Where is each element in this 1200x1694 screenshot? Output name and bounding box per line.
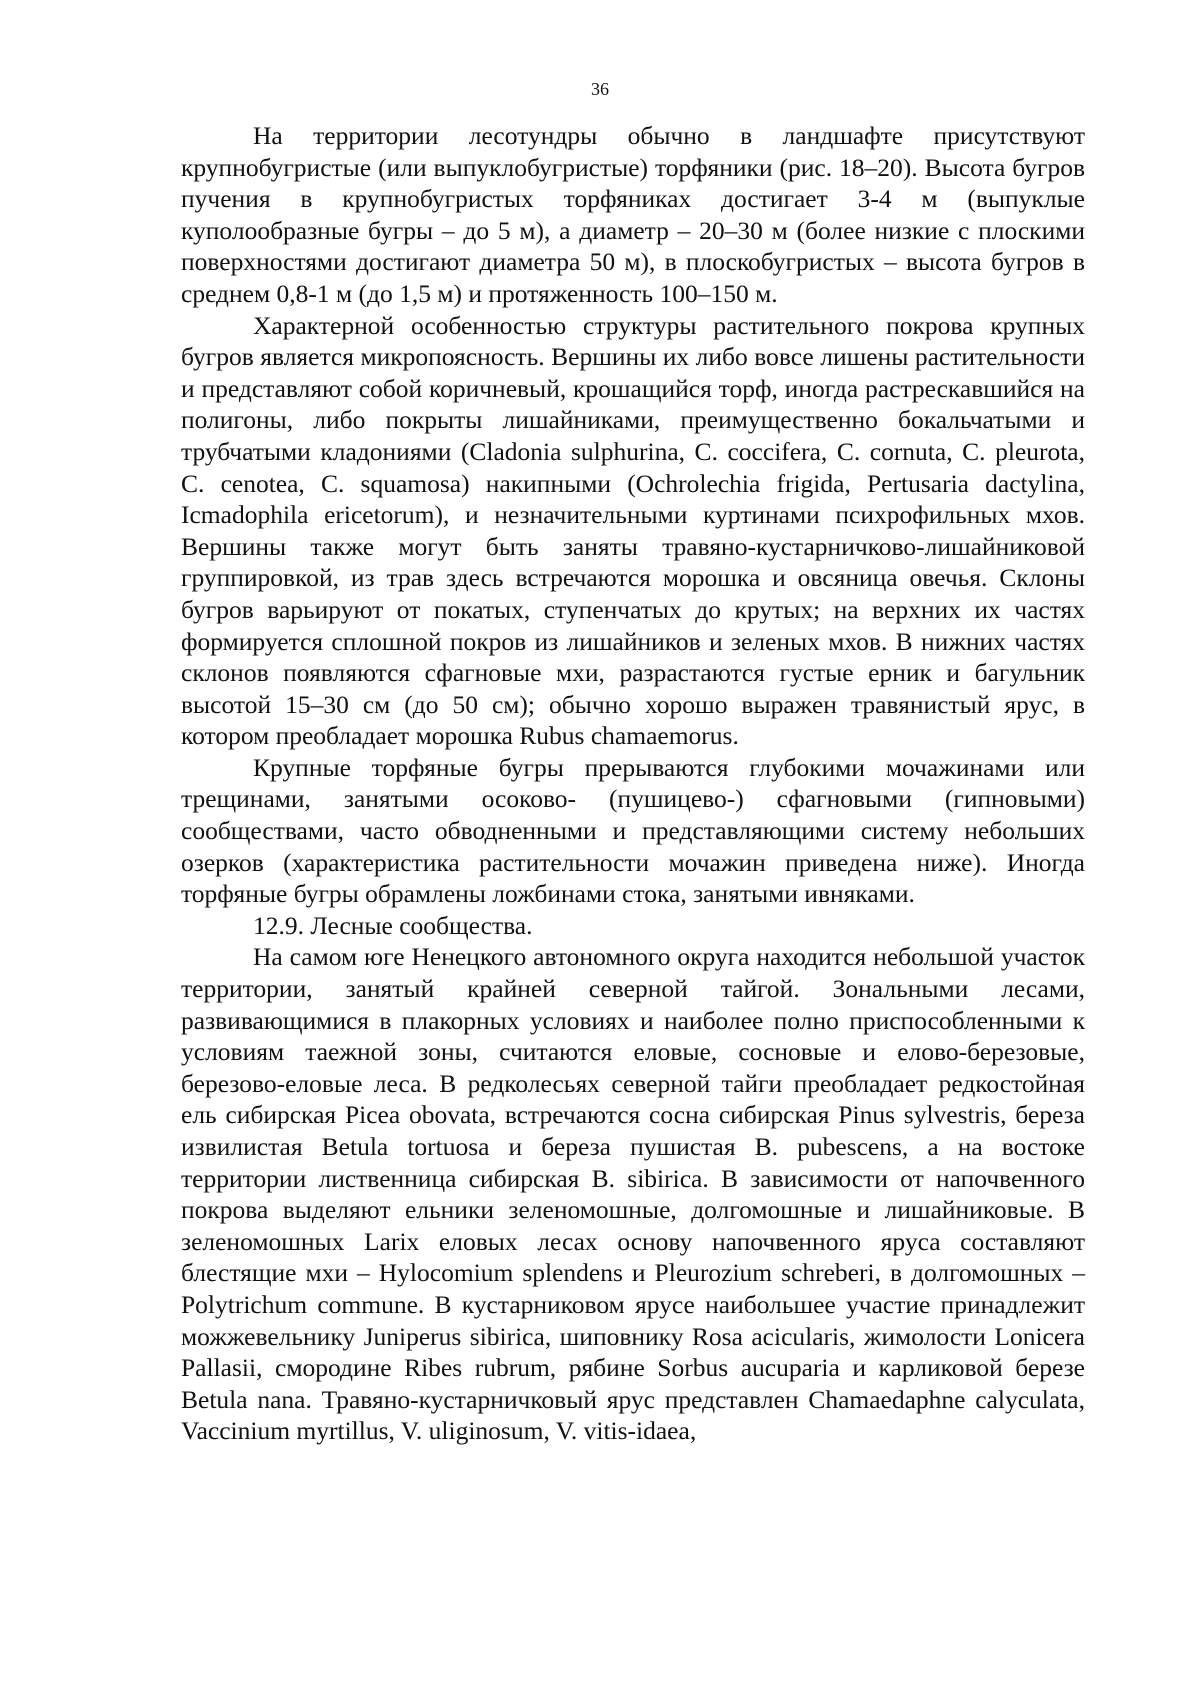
paragraph-forest-communities: На самом юге Ненецкого автономного округа находится небольшой участок территории, занятый крайней северной тайгой. Зональными лесами, развивающимися в плакорных условиях и наиболее полно приспособленными к условиям таежной зоны, считаются еловые, сосновые и елово-березовые, березово-еловые леса. В редколесьях северной тайги преобладает редкостойная ель сибирская Picea obovata, встречаются сосна сибирская Pinus sylvestris, береза извилистая Betula tortuosa и береза пушистая B. pubescens, а на востоке территории лиственница сибирская B. sibirica. В зависимости от напочвенного покрова выделяют ельники зеленомошные, долгомошные и лишайниковые. В зеленомошных Larix еловых лесах основу напочвенного яруса составляют блестящие мхи – Hylocomium splendens и Pleurozium schreberi, в долгомошных – Polytrichum commune. В кустарниковом ярусе наибольшее участие принадлежит можжевельнику Juniperus sibirica, шиповнику Rosa acicularis, жимолости Lonicera Pallasii, смородине Ribes rubrum, рябине Sorbus aucuparia и карликовой березе Betula nana. Травяно-кустарничковый ярус представлен Chamaedaphne calyculata, Vaccinium myrtillus, V. uliginosum, V. vitis-idaea, bbox=[181, 942, 1085, 1446]
paragraph-forest-tundra-peatlands: На территории лесотундры обычно в ландшафте присутствуют крупнобугристые (или выпуклобугристые) торфяники (рис. 18–20). Высота бугров пучения в крупнобугристых торфяниках достигает 3-4 м (выпуклые куполообразные бугры – до 5 м), а диаметр – 20–30 м (более низкие с плоскими поверхностями достигают диаметра 50 м), в плоскобугристых – высота бугров в среднем 0,8-1 м (до 1,5 м) и протяженность 100–150 м. bbox=[181, 121, 1085, 308]
text-body bbox=[181, 120, 1085, 1447]
paragraph-micro-zonation: Характерной особенностью структуры растительного покрова крупных бугров является микропоясность. Вершины их либо вовсе лишены растительности и представляют собой коричневый, крошащийся торф, иногда растрескавшийся на полигоны, либо покрыты лишайниками, преимущественно бокальчатыми и трубчатыми кладониями (Cladonia sulphurina, C. coccifera, C. cornuta, C. pleurota, C. cenotea, C. squamosa) накипными (Ochrolechia frigida, Pertusaria dactylina, Icmadophila ericetorum), и незначительными куртинами психрофильных мхов. Вершины также могут быть заняты травяно-кустарничково-лишайниковой группировкой, из трав здесь встречаются морошка и овсяница овечья. Склоны бугров варьируют от покатых, ступенчатых до крутых; на верхних их частях формируется сплошной покров из лишайников и зеленых мхов. В нижних частях склонов появляются сфагновые мхи, разрастаются густые ерник и багульник высотой 15–30 см (до 50 см); обычно хорошо выражен травянистый ярус, в котором преобладает морошка Rubus chamaemorus. bbox=[181, 310, 1085, 751]
section-heading: 12.9. Лесные сообщества. bbox=[253, 910, 533, 940]
paragraph-peat-mounds-hollows: Крупные торфяные бугры прерываются глубокими мочажинами или трещинами, занятыми осоково- (пушицево-) сфагновыми (гипновыми) сообществами, часто обводненными и представляющими систему небольших озерков (характеристика растительности мочажин приведена ниже). Иногда торфяные бугры обрамлены ложбинами стока, занятыми ивняками. bbox=[181, 752, 1085, 909]
page-number: 36 bbox=[591, 79, 609, 99]
